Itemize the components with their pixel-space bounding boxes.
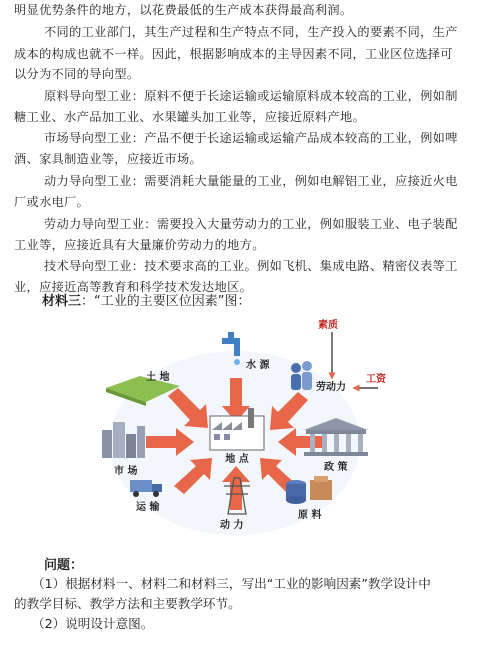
text-line: 业，应接近高等教育和科学技术发达地区。 <box>14 280 253 294</box>
text-line: 明显优势条件的地方，以花费最低的生产成本获得最高利润。 <box>14 3 353 17</box>
market-buildings-icon <box>102 422 145 458</box>
labor-label: 劳动力 <box>316 382 346 393</box>
location-factors-diagram <box>100 318 400 540</box>
water-label: 水 源 <box>246 360 270 371</box>
text-line: 技术导向型工业：技术要求高的工业。例如飞机、集成电路、精密仪表等工 <box>44 259 458 273</box>
policy-label: 政 策 <box>324 462 348 473</box>
text-line: 以分为不同的导向型。 <box>14 67 140 81</box>
transport-label: 运 输 <box>136 502 160 513</box>
text-line: 劳动力导向型工业：需要投入大量劳动力的工业，例如服装工业、电子装配 <box>44 217 458 231</box>
text-line: 动力导向型工业：需要消耗大量能量的工业，例如电解铝工业，应接近火电 <box>44 174 458 188</box>
material-label: 原 料 <box>298 510 322 521</box>
question-2: （2）说明设计意图。 <box>32 616 154 631</box>
material3-label: 材料三 <box>42 294 82 309</box>
text-line: 酒、家具制造业等，应接近市场。 <box>14 152 203 166</box>
land-label: 土 地 <box>146 372 170 383</box>
market-label: 市 场 <box>114 466 138 477</box>
wage-label: 工资 <box>366 374 386 385</box>
text-line: 工业等，应接近具有大量廉价劳动力的地方。 <box>14 238 265 252</box>
questions-title: 问题： <box>44 558 84 573</box>
text-line: 原料导向型工业：原料不便于长途运输或运输原料成本较高的工业，例如制 <box>44 89 458 103</box>
text-line: 成本的构成也就不一样。因此，根据影响成本的主导因素不同，工业区位选择可 <box>14 47 453 61</box>
text-line: 糖工业、水产品加工业、水果罐头加工业等，应接近原料产地。 <box>14 110 366 124</box>
material3-caption: ：“工业的主要区位因素”图： <box>81 294 251 309</box>
material3-heading <box>42 290 251 309</box>
power-label: 动 力 <box>220 520 244 531</box>
quality-label: 素质 <box>318 320 338 331</box>
text-line: 不同的工业部门，其生产过程和生产特点不同，生产投入的要素不同，生产 <box>44 25 458 39</box>
question-1-line-2: 的教学目标、教学方法和主要教学环节。 <box>14 596 241 611</box>
question-1-line-1: （1）根据材料一、材料二和材料三，写出“工业的影响因素”教学设计中 <box>32 576 431 591</box>
center-label: 地 点 <box>225 454 249 465</box>
text-line: 厂或水电厂。 <box>14 195 90 209</box>
text-line: 市场导向型工业：产品不便于长途运输或运输产品成本较高的工业，例如啤 <box>44 131 458 145</box>
